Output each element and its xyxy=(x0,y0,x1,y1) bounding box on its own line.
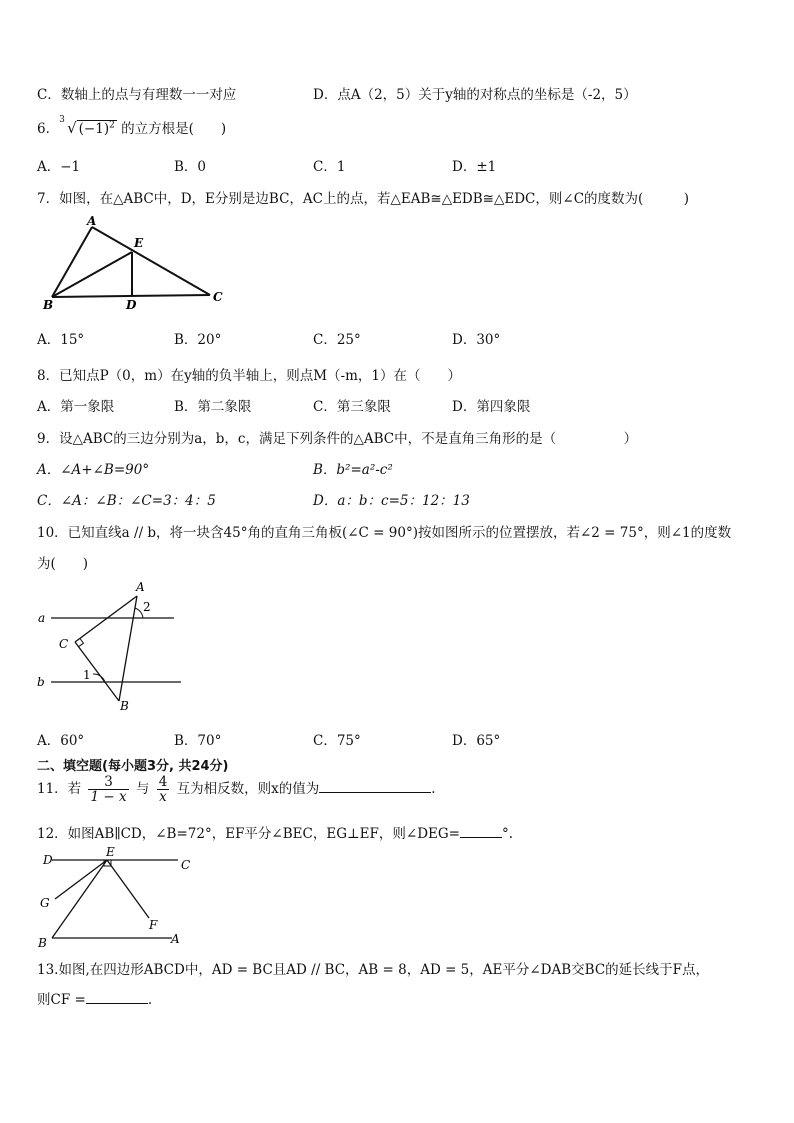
q10-side-ac xyxy=(75,596,137,642)
q7-stem: 7．如图，在△ABC中，D，E分别是边BC，AC上的点，若△EAB≅△EDB≅△EDC，则∠C的度数为( ) xyxy=(37,191,690,207)
q7-label-d: D xyxy=(126,298,137,312)
q10-option-d: D．65° xyxy=(452,733,501,749)
q11-stem: 11．若 $\frac{3}{1 - x}$ 与 $\frac{4}{x}$ 互为相反数，则x的值为 . xyxy=(37,774,436,806)
q11-fraction-2: $\frac{4}{x}$ xyxy=(158,774,168,806)
q10-label-b-vertex: B xyxy=(120,699,129,713)
q10-option-c: C．75° xyxy=(313,733,361,749)
q7-label-b: B xyxy=(43,298,54,312)
q12-label-e: E xyxy=(106,845,115,859)
q10-stem-line1: 10．已知直线a // b，将一块含45°角的直角三角板(∠C = 90°)按如图所示的位置摆放，若∠2 = 75°，则∠1的度数 xyxy=(37,525,732,541)
q6-option-b: B．0 xyxy=(174,159,207,175)
q10-right-angle-mark xyxy=(79,639,84,647)
q9-option-a: A．∠A+∠B=90° xyxy=(37,462,150,478)
q6-root-index: 3 xyxy=(59,115,65,125)
q8-option-a: A．第一象限 xyxy=(37,399,115,415)
q6-option-d: D．±1 xyxy=(452,159,497,175)
q6-option-c: C．1 xyxy=(313,159,346,175)
q10-label-a-vertex: A xyxy=(136,580,145,594)
q7-option-a: A．15° xyxy=(37,332,85,348)
q10-label-angle-1: 1 xyxy=(83,668,91,682)
section2-title: 二、填空题(每小题3分, 共24分) xyxy=(37,759,229,774)
q9-option-d: D．a：b：c=5：12：13 xyxy=(313,493,470,509)
q10-option-a: A．60° xyxy=(37,733,85,749)
q13-answer-blank[interactable] xyxy=(86,1003,148,1004)
q10-label-angle-2: 2 xyxy=(143,600,151,614)
q6-stem xyxy=(37,117,764,137)
q12-label-d: D xyxy=(43,853,53,867)
q6-suffix: 的立方根是( ) xyxy=(121,121,227,137)
q10-label-line-a: a xyxy=(38,611,46,625)
q13-stem-line2: 则CF = . xyxy=(37,992,153,1008)
q7-triangle-figure xyxy=(40,215,230,315)
q13-stem-line1: 13.如图,在四边形ABCD中，AD = BC且AD // BC，AB = 8，AD = 5，AE平分∠DAB交BC的延长线于F点， xyxy=(37,962,710,978)
q11-fraction-1: $\frac{3}{1 - x}$ xyxy=(90,774,127,806)
q6-radicand: $(-1)^2$ xyxy=(78,120,115,137)
q9-stem: 9．设△ABC的三边分别为a，b，c，满足下列条件的△ABC中，不是直角三角形的是（ ） xyxy=(37,431,638,447)
q8-option-c: C．第三象限 xyxy=(313,399,391,415)
q7-label-c: C xyxy=(213,290,223,304)
q10-stem-line2: 为( ) xyxy=(37,556,89,572)
q7-side-ac xyxy=(92,227,210,295)
q10-label-c-vertex: C xyxy=(59,637,69,651)
q12-label-b: B xyxy=(38,936,47,950)
q6-option-a: A．−1 xyxy=(37,159,81,175)
q12-parallel-lines-figure xyxy=(35,843,195,951)
q7-option-b: B．20° xyxy=(174,332,222,348)
q12-segment-ef xyxy=(107,860,149,918)
q11-answer-blank[interactable] xyxy=(319,792,431,793)
q7-option-d: D．30° xyxy=(452,332,501,348)
q12-label-c: C xyxy=(181,858,191,872)
q7-label-a: A xyxy=(87,215,97,228)
q6-number: 6． xyxy=(37,121,60,137)
q10-side-cb xyxy=(75,642,119,701)
q10-label-line-b: b xyxy=(37,675,45,689)
q12-segment-eg xyxy=(55,860,107,899)
q12-label-g: G xyxy=(40,896,50,910)
q9-option-b: B．b²=a²-c² xyxy=(313,462,393,478)
q8-option-d: D．第四象限 xyxy=(452,399,531,415)
q7-option-c: C．25° xyxy=(313,332,361,348)
q8-option-b: B．第二象限 xyxy=(174,399,252,415)
q10-side-ab xyxy=(119,596,137,701)
q12-label-f: F xyxy=(149,918,158,932)
q5-option-c: C．数轴上的点与有理数一一对应 xyxy=(37,87,237,103)
q7-label-e: E xyxy=(134,236,144,250)
q8-stem: 8．已知点P（0，m）在y轴的负半轴上，则点M（-m，1）在（ ） xyxy=(37,368,461,384)
q5-option-d: D．点A（2，5）关于y轴的对称点的坐标是（-2，5） xyxy=(313,87,637,103)
q6-cube-root: 3 √ $(-1)^2$ xyxy=(59,115,115,137)
q10-angle-2-arc xyxy=(135,608,143,618)
q12-label-a: A xyxy=(171,932,180,946)
q12-stem: 12．如图AB∥CD，∠B=72°，EF平分∠BEC，EG⊥EF，则∠DEG= °. xyxy=(37,826,514,842)
q9-option-c: C．∠A：∠B：∠C=3：4：5 xyxy=(37,493,216,509)
q12-answer-blank[interactable] xyxy=(460,837,502,838)
q10-option-b: B．70° xyxy=(174,733,222,749)
q12-segment-eb xyxy=(52,860,107,938)
q10-parallel-lines-figure xyxy=(35,578,195,718)
